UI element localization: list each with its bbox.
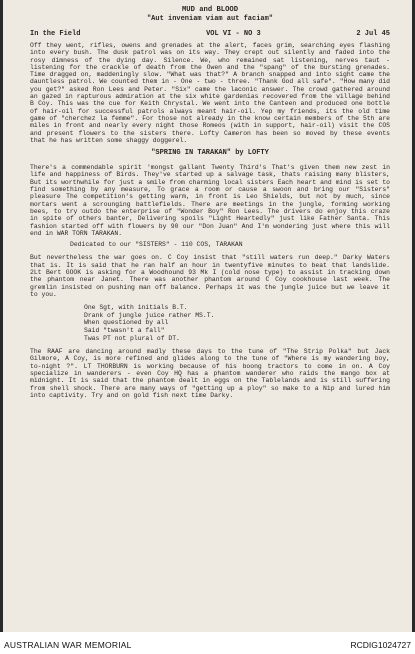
location: In the Field <box>30 30 81 38</box>
limerick <box>84 304 390 342</box>
paragraph-spring-poem: There's a commendable spirit 'mongst gallant Twenty Third's That's given them new zest in life and happiness of Birds. They've started up a salvage task, thats raising many blisters, But its worthwhile for just a smile from charming local sisters Each heart and mind is set to find something by any measure, To grace a room or cause a swoon and bring our "Sisters" pleasure The competition's getting warm, in front is Leo Shields, but not by much, since mortars went a scrounging battlefields. There are meetings in the jungle, forming working bees, to try outdo the enterprise of "Wonder Boy" Ron Lees. The drivers do enjoy this craze in spite of others banter, Delivering spoils "Light Heartedly" just like Father Santa. This fashion started off with flowers by 90 our "Don Juan" And I'm wondering just where this will end in WAR TORN TARAKAN. <box>30 164 390 237</box>
scan-edge-left <box>0 0 3 632</box>
limerick-line: When questioned by all <box>84 319 169 327</box>
dateline <box>30 30 390 38</box>
archive-footer <box>0 634 415 654</box>
issue-date: 2 Jul 45 <box>356 30 390 38</box>
poem-heading: "SPRING IN TARAKAN" by LOFTY <box>151 149 269 158</box>
archive-name: AUSTRALIAN WAR MEMORIAL <box>4 640 132 650</box>
limerick-line: One Sgt, with initials B.T. <box>84 304 188 312</box>
newsletter-sheet <box>30 6 390 399</box>
masthead: MUD and BLOOD <box>181 6 239 14</box>
paragraph-raaf: The RAAF are dancing around madly these days to the tune of "The Strip Polka" but Jack Gilmore, A Coy, is more refined and glides along to the tune of "Where is my wandering boy, to-night ?". LT THORBURN is working because of his boong tractors to come in on. A Coy specialize in wanderers - even Coy HQ has a phantom wanderer who raids the mango box at midnight. It is said that the phantom dealt in eggs on the Tablelands and is still suffering from shell shock. There are many ways of "getting up a ploy" so make to a Nip and lured him into captivity. Try and on gold fish next time Darky. <box>30 348 390 399</box>
volume-number: VOL VI - NO 3 <box>206 30 261 38</box>
limerick-line: Drank of jungle juice rather MS.T. <box>84 311 215 319</box>
dedication: Dedicated to our "SISTERS" - 110 COS, TARAKAN <box>70 241 243 249</box>
paragraph-war-goes-on: But nevertheless the war goes on. C Coy insist that "still waters run deep." Darky Waters that is. It is said that he ran half an hour in twentyfive minutes to beat that landslide. 2Lt Bert GOOK is asking for a Woodhound 93 Mk I (cold nose type) to assist in tracking down the phantom near Janet. There was another phantom around C Coy cookhouse last week. The gremlin insisted on pushing man off balance. Perhaps it was the jungle juice but we leave it to you. <box>30 254 390 298</box>
motto: "Aut inveniam viam aut faciam" <box>146 15 274 23</box>
limerick-line: Twas PT not plural of DT. <box>84 334 180 342</box>
archive-reference: RCDIG1024727 <box>350 640 411 650</box>
limerick-line: Said "twasn't a fall" <box>84 326 165 334</box>
paragraph-patrol: Off they went, rifles, owens and grenades at the alert, faces grim, searching eyes flashing into every bush. The dusk patrol was on its way. They crept out silently and faded into the rosy dimness of the dying day. Silence. We, who remained sat listening, nerves taut - listening for the crackle of death from the Owen and the "spang" of the bursting grenades. Time dragged on, maddeningly slow. "What was that?" A branch snapped and into sight came the dauntless patrol. We counted them in - One - two - three. "Thank God all safe". "How many did you get?" asked Ron Lees and Peter. "Six" came the laconic answer. The crowd gathered around an gazed in rapturous admiration at the six white gardenias recovered from the village behind B Coy. This was the cue for Keith Chrystal. We went into the Canteen and produced one bottle of hair-oil for successful patrols always meant hair-oil. Yep my friends, its the old time game of "cherchez la femme". For those not already in the know certain members of the 5th are miles in front and nearly every night those Romeos (with in support, hair-oil) visit the COS and present flowers to the sisters there. Lofty Cameron has been so moved by these events that he has written some shaggy doggerel. <box>30 42 390 144</box>
